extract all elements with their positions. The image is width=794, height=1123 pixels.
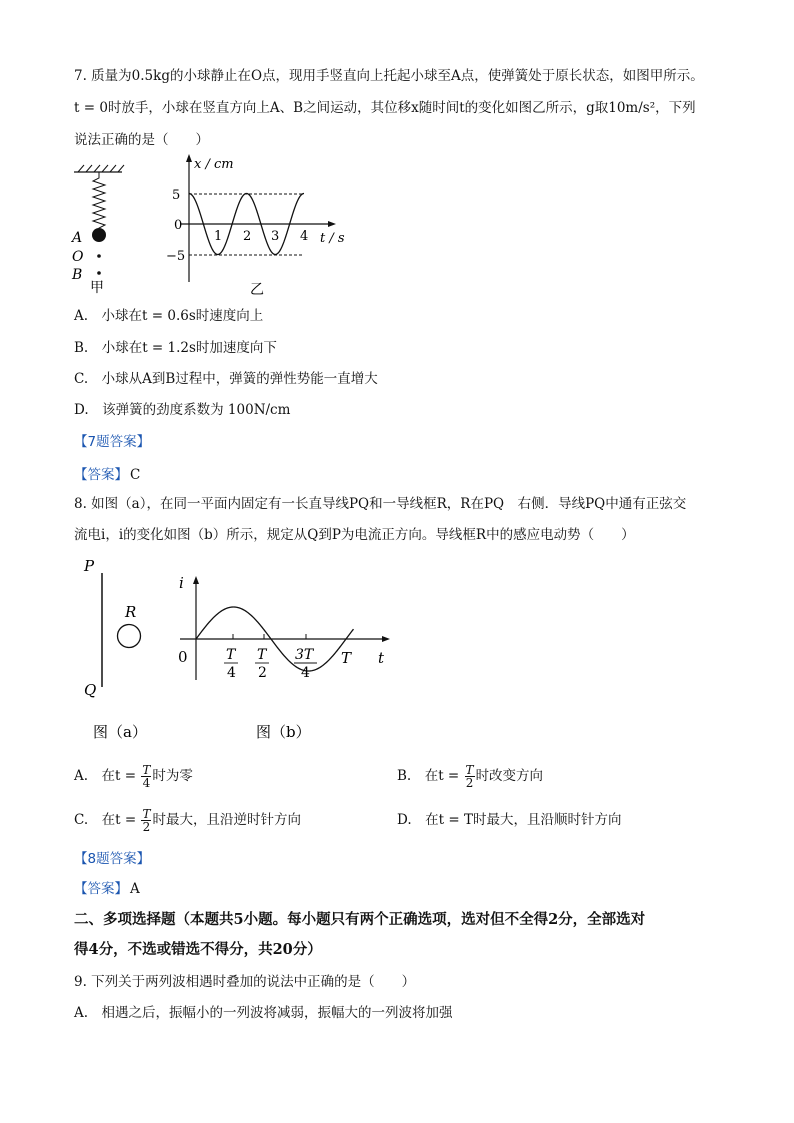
label-Q: Q — [84, 681, 97, 699]
caption-jia: 甲 — [90, 280, 104, 296]
x-tick-1: 1 — [214, 229, 223, 244]
label-B: B — [72, 267, 83, 283]
tick-T4-num: T — [226, 647, 236, 663]
option-B-prefix: B. 在t = — [397, 768, 460, 784]
q7-figure-jia — [62, 162, 142, 302]
point-O — [97, 254, 101, 258]
q7-answer — [74, 463, 140, 483]
q8-answer-header: 【8题答案】 — [74, 851, 151, 867]
q8-answer — [74, 877, 140, 897]
x-tick-4: 4 — [300, 229, 309, 244]
q8-stem-line2: 流电i，i的变化如图（b）所示，规定从Q到P为电流正方向。导线框R中的感应电动势（ ） — [74, 527, 635, 543]
x-tick-3: 3 — [271, 229, 280, 244]
fraction-num: T — [465, 763, 474, 777]
q9-option-A[interactable]: A. 相遇之后，振幅小的一列波将减弱，振幅大的一列波将加强 — [74, 1005, 453, 1021]
q8-option-C[interactable] — [74, 808, 301, 833]
tick-T2-den: 2 — [258, 665, 267, 681]
caption-yi: 乙 — [250, 282, 264, 298]
q7-stem-line1: 7. 质量为0.5kg的小球静止在O点，现用手竖直向上托起小球至A点，使弹簧处于原长状态，如图甲所示。 — [74, 68, 704, 84]
ball — [92, 228, 106, 242]
tick-T2-num: T — [257, 647, 267, 663]
fraction-num: T — [142, 807, 151, 821]
label-P: P — [84, 557, 95, 575]
answer-label: 【答案】 — [74, 881, 128, 897]
q7-option-A[interactable]: A. 小球在t = 0.6s时速度向上 — [74, 308, 264, 324]
q7-stem-line2: t = 0时放手，小球在竖直方向上A、B之间运动，其位移x随时间t的变化如图乙所示，g取10m/s²，下列 — [74, 100, 696, 116]
section-heading-line2: 得4分，不选或错选不得分，共20分） — [74, 941, 322, 958]
x-tick-2: 2 — [243, 229, 252, 244]
answer-value: A — [130, 881, 140, 897]
label-A: A — [72, 230, 83, 246]
q8-option-D[interactable]: D. 在t = T时最大，且沿顺时针方向 — [397, 812, 622, 828]
fraction-T-over-2 — [465, 764, 475, 789]
option-C-prefix: C. 在t = — [74, 812, 137, 828]
caption-b: 图（b） — [256, 723, 311, 741]
q8-figure-b — [170, 568, 400, 758]
tick-T4-den: 4 — [227, 665, 236, 681]
fraction-den: 4 — [142, 776, 151, 790]
q7-stem-line3: 说法正确的是（ ） — [74, 132, 209, 148]
q7-option-B[interactable]: B. 小球在t = 1.2s时加速度向下 — [74, 340, 277, 356]
option-A-suffix: 时为零 — [152, 768, 193, 784]
answer-label: 【答案】 — [74, 467, 128, 483]
option-C-suffix: 时最大，且沿逆时针方向 — [152, 812, 301, 828]
q7-option-D[interactable]: D. 该弹簧的劲度系数为 100N/cm — [74, 402, 291, 418]
x-axis-label: t / s — [320, 231, 345, 246]
label-R: R — [125, 603, 137, 621]
q8-option-A[interactable] — [74, 764, 193, 789]
tick-3T4-num: 3T — [295, 647, 314, 663]
y-axis-label: x / cm — [194, 157, 234, 172]
fraction-den: 2 — [465, 776, 474, 790]
y-axis-label-i: i — [179, 574, 184, 592]
origin-label: 0 — [178, 648, 188, 666]
point-B — [97, 271, 101, 275]
section-heading-line1: 二、多项选择题（本题共5小题。每小题只有两个正确选项，选对但不全得2分，全部选对 — [74, 911, 646, 928]
q9-stem: 9. 下列关于两列波相遇时叠加的说法中正确的是（ ） — [74, 974, 416, 990]
fraction-T-over-2 — [141, 808, 151, 833]
option-A-prefix: A. 在t = — [74, 768, 137, 784]
tick-3T4-den: 4 — [301, 665, 310, 681]
y-tick-neg5: −5 — [166, 249, 186, 264]
q7-figure-yi — [160, 152, 350, 297]
fraction-den: 2 — [142, 820, 151, 834]
q8-option-B[interactable] — [397, 764, 543, 789]
q7-answer-header: 【7题答案】 — [74, 434, 151, 450]
label-O: O — [72, 249, 84, 265]
fraction-T-over-4 — [141, 764, 151, 789]
q8-figure-a — [78, 555, 168, 745]
answer-value: C — [130, 467, 141, 483]
x-axis-label-t: t — [378, 649, 385, 667]
y-tick-5: 5 — [172, 188, 181, 203]
option-B-suffix: 时改变方向 — [475, 768, 544, 784]
caption-a: 图（a） — [93, 723, 147, 741]
q7-option-C[interactable]: C. 小球从A到B过程中，弹簧的弹性势能一直增大 — [74, 371, 378, 387]
loop-R — [118, 625, 141, 648]
y-tick-0: 0 — [174, 218, 183, 233]
q8-stem-line1: 8. 如图（a），在同一平面内固定有一长直导线PQ和一导线框R，R在PQ 右侧．导线PQ中通有正弦交 — [74, 496, 687, 512]
fraction-num: T — [142, 763, 151, 777]
tick-T: T — [341, 649, 352, 667]
